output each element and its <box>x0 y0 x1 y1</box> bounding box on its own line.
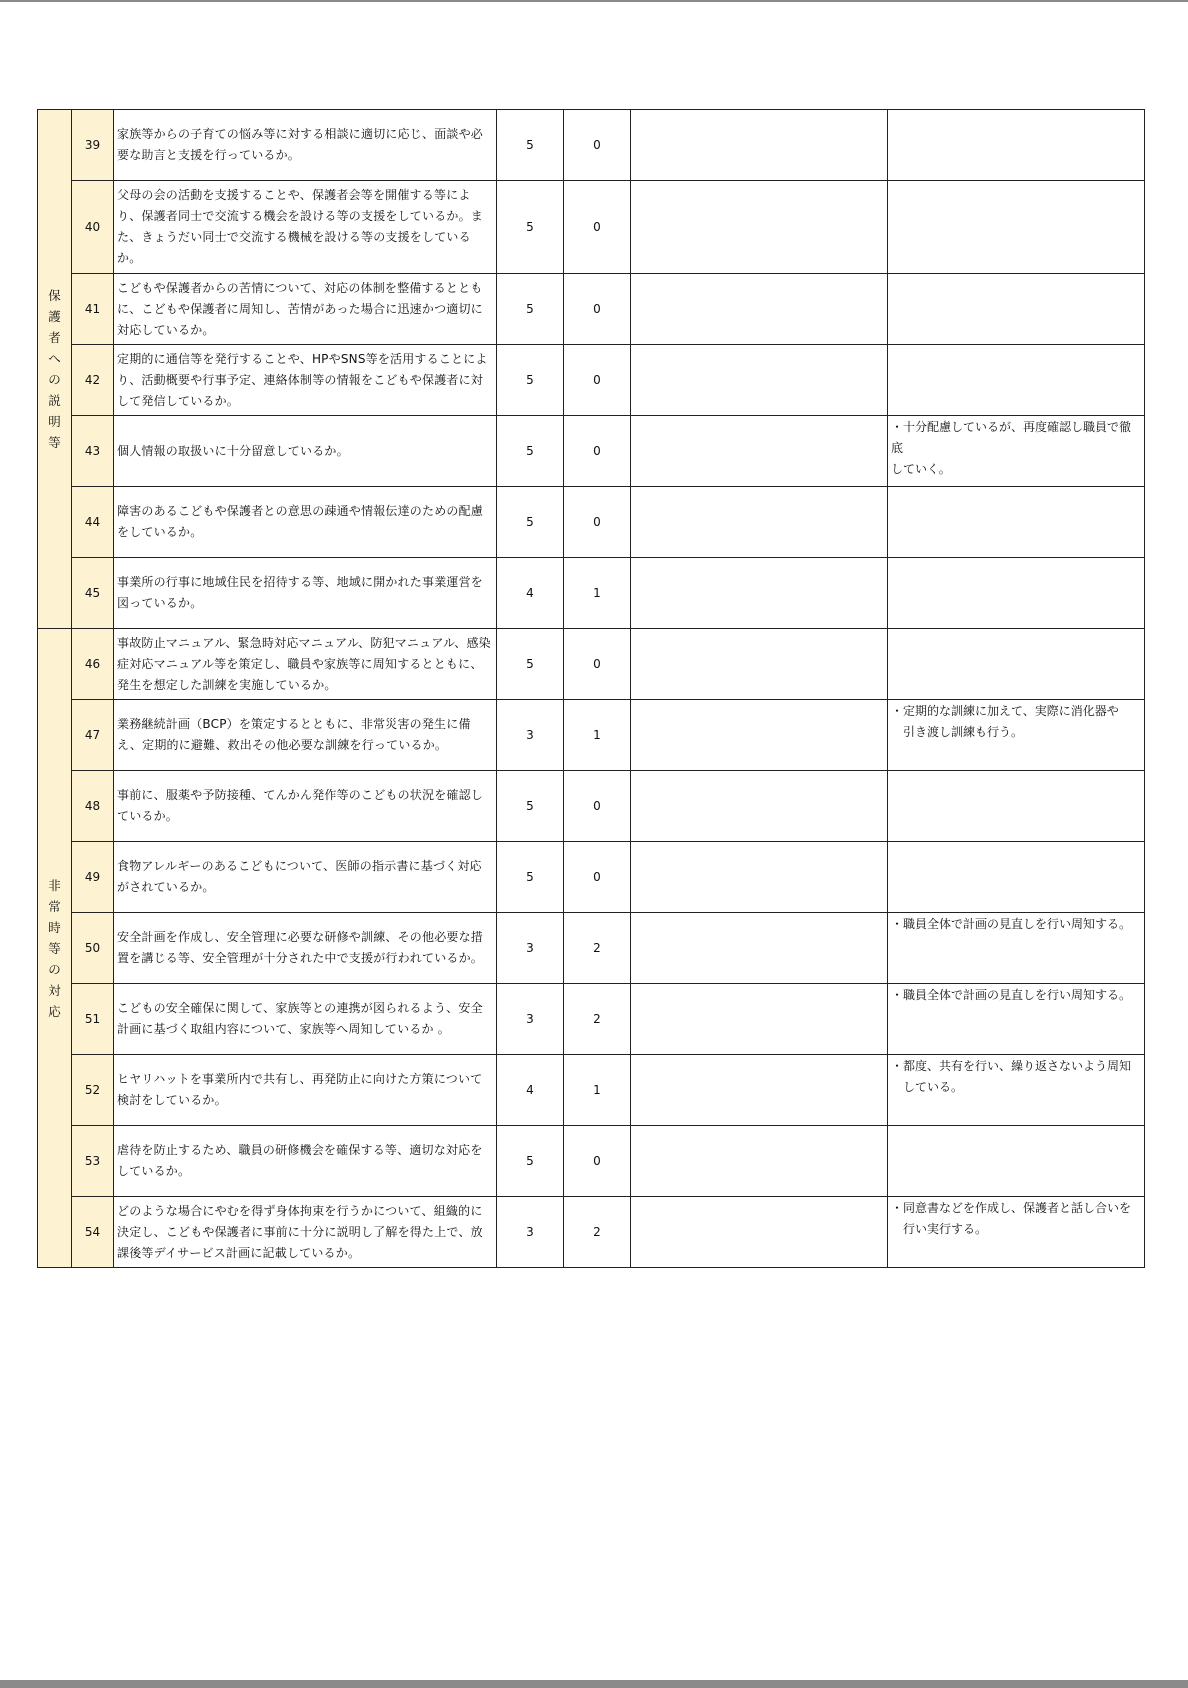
facility-comment: ・同意書などを作成し、保護者と話し合いを 行い実行する。 <box>888 1197 1145 1268</box>
table-row <box>38 558 1145 629</box>
no-count: 1 <box>564 700 631 771</box>
question-text: 家族等からの子育ての悩み等に対する相談に適切に応じ、面談や必要な助言と支援を行っているか。 <box>114 110 497 181</box>
question-text: 障害のあるこどもや保護者との意思の疎通や情報伝達のための配慮をしているか。 <box>114 487 497 558</box>
facility-comment <box>888 1126 1145 1197</box>
yes-count: 5 <box>497 110 564 181</box>
question-text: 安全計画を作成し、安全管理に必要な研修や訓練、その他必要な措置を講じる等、安全管理が十分された中で支援が行われているか。 <box>114 913 497 984</box>
no-count: 2 <box>564 1197 631 1268</box>
facility-comment: ・十分配慮しているが、再度確認し職員で徹底 していく。 <box>888 416 1145 487</box>
no-count: 0 <box>564 274 631 345</box>
facility-comment <box>888 274 1145 345</box>
page-bottom-border <box>0 1680 1188 1688</box>
item-number: 47 <box>72 700 114 771</box>
no-count: 2 <box>564 913 631 984</box>
yes-count: 4 <box>497 558 564 629</box>
facility-comment <box>888 629 1145 700</box>
category-label: 保護者への説明等 <box>48 288 61 450</box>
yes-count: 5 <box>497 1126 564 1197</box>
category-cell <box>38 110 72 629</box>
table-row <box>38 416 1145 487</box>
improvement-note <box>631 1055 888 1126</box>
facility-comment <box>888 558 1145 629</box>
question-text: どのような場合にやむを得ず身体拘束を行うかについて、組織的に決定し、こどもや保護者に事前に十分に説明し了解を得た上で、放課後等デイサービス計画に記載しているか。 <box>114 1197 497 1268</box>
question-text: 個人情報の取扱いに十分留意しているか。 <box>114 416 497 487</box>
no-count: 0 <box>564 110 631 181</box>
table-row <box>38 110 1145 181</box>
item-number: 43 <box>72 416 114 487</box>
yes-count: 3 <box>497 1197 564 1268</box>
improvement-note <box>631 629 888 700</box>
item-number: 53 <box>72 1126 114 1197</box>
table-row <box>38 629 1145 700</box>
yes-count: 3 <box>497 984 564 1055</box>
question-text: 事前に、服薬や予防接種、てんかん発作等のこどもの状況を確認しているか。 <box>114 771 497 842</box>
table-row <box>38 771 1145 842</box>
item-number: 54 <box>72 1197 114 1268</box>
facility-comment <box>888 842 1145 913</box>
facility-comment: ・都度、共有を行い、繰り返さないよう周知 している。 <box>888 1055 1145 1126</box>
question-text: 虐待を防止するため、職員の研修機会を確保する等、適切な対応をしているか。 <box>114 1126 497 1197</box>
yes-count: 4 <box>497 1055 564 1126</box>
item-number: 40 <box>72 181 114 274</box>
no-count: 0 <box>564 181 631 274</box>
table-row <box>38 1055 1145 1126</box>
no-count: 0 <box>564 1126 631 1197</box>
table-row <box>38 984 1145 1055</box>
yes-count: 5 <box>497 416 564 487</box>
facility-comment <box>888 181 1145 274</box>
question-text: こどもの安全確保に関して、家族等との連携が図られるよう、安全計画に基づく取組内容について、家族等へ周知しているか 。 <box>114 984 497 1055</box>
facility-comment <box>888 110 1145 181</box>
evaluation-table <box>37 109 1145 1268</box>
improvement-note <box>631 913 888 984</box>
improvement-note <box>631 110 888 181</box>
item-number: 41 <box>72 274 114 345</box>
yes-count: 5 <box>497 487 564 558</box>
improvement-note <box>631 345 888 416</box>
no-count: 0 <box>564 771 631 842</box>
yes-count: 5 <box>497 629 564 700</box>
table-row <box>38 181 1145 274</box>
facility-comment: ・職員全体で計画の見直しを行い周知する。 <box>888 913 1145 984</box>
yes-count: 5 <box>497 771 564 842</box>
no-count: 0 <box>564 842 631 913</box>
improvement-note <box>631 181 888 274</box>
facility-comment: ・定期的な訓練に加えて、実際に消化器や 引き渡し訓練も行う。 <box>888 700 1145 771</box>
improvement-note <box>631 771 888 842</box>
table-row <box>38 1126 1145 1197</box>
improvement-note <box>631 984 888 1055</box>
improvement-note <box>631 1126 888 1197</box>
no-count: 1 <box>564 558 631 629</box>
question-text: 定期的に通信等を発行することや、HPやSNS等を活用することにより、活動概要や行事予定、連絡体制等の情報をこどもや保護者に対して発信しているか。 <box>114 345 497 416</box>
facility-comment <box>888 487 1145 558</box>
question-text: 事業所の行事に地域住民を招待する等、地域に開かれた事業運営を図っているか。 <box>114 558 497 629</box>
item-number: 42 <box>72 345 114 416</box>
improvement-note <box>631 842 888 913</box>
question-text: 事故防止マニュアル、緊急時対応マニュアル、防犯マニュアル、感染症対応マニュアル等を策定し、職員や家族等に周知するとともに、発生を想定した訓練を実施しているか。 <box>114 629 497 700</box>
no-count: 0 <box>564 487 631 558</box>
table-row <box>38 842 1145 913</box>
item-number: 49 <box>72 842 114 913</box>
question-text: 業務継続計画（BCP）を策定するとともに、非常災害の発生に備え、定期的に避難、救出その他必要な訓練を行っているか。 <box>114 700 497 771</box>
table-row <box>38 487 1145 558</box>
item-number: 44 <box>72 487 114 558</box>
item-number: 46 <box>72 629 114 700</box>
yes-count: 3 <box>497 913 564 984</box>
item-number: 48 <box>72 771 114 842</box>
improvement-note <box>631 558 888 629</box>
item-number: 45 <box>72 558 114 629</box>
improvement-note <box>631 274 888 345</box>
yes-count: 5 <box>497 842 564 913</box>
question-text: ヒヤリハットを事業所内で共有し、再発防止に向けた方策について検討をしているか。 <box>114 1055 497 1126</box>
category-cell <box>38 629 72 1268</box>
improvement-note <box>631 700 888 771</box>
no-count: 0 <box>564 629 631 700</box>
yes-count: 5 <box>497 274 564 345</box>
category-label: 非常時等の対応 <box>48 877 61 1019</box>
table-row <box>38 274 1145 345</box>
no-count: 0 <box>564 416 631 487</box>
facility-comment: ・職員全体で計画の見直しを行い周知する。 <box>888 984 1145 1055</box>
table-row <box>38 1197 1145 1268</box>
facility-comment <box>888 771 1145 842</box>
no-count: 1 <box>564 1055 631 1126</box>
question-text: 食物アレルギーのあるこどもについて、医師の指示書に基づく対応がされているか。 <box>114 842 497 913</box>
item-number: 52 <box>72 1055 114 1126</box>
yes-count: 5 <box>497 181 564 274</box>
question-text: こどもや保護者からの苦情について、対応の体制を整備するとともに、こどもや保護者に周知し、苦情があった場合に迅速かつ適切に対応しているか。 <box>114 274 497 345</box>
yes-count: 3 <box>497 700 564 771</box>
no-count: 2 <box>564 984 631 1055</box>
improvement-note <box>631 1197 888 1268</box>
item-number: 50 <box>72 913 114 984</box>
no-count: 0 <box>564 345 631 416</box>
page-top-border <box>0 0 1188 2</box>
facility-comment <box>888 345 1145 416</box>
question-text: 父母の会の活動を支援することや、保護者会等を開催する等により、保護者同士で交流する機会を設ける等の支援をしているか。また、きょうだい同士で交流する機械を設ける等の支援をしているか。 <box>114 181 497 274</box>
improvement-note <box>631 487 888 558</box>
item-number: 39 <box>72 110 114 181</box>
yes-count: 5 <box>497 345 564 416</box>
item-number: 51 <box>72 984 114 1055</box>
table-row <box>38 700 1145 771</box>
table-row <box>38 913 1145 984</box>
improvement-note <box>631 416 888 487</box>
table-row <box>38 345 1145 416</box>
